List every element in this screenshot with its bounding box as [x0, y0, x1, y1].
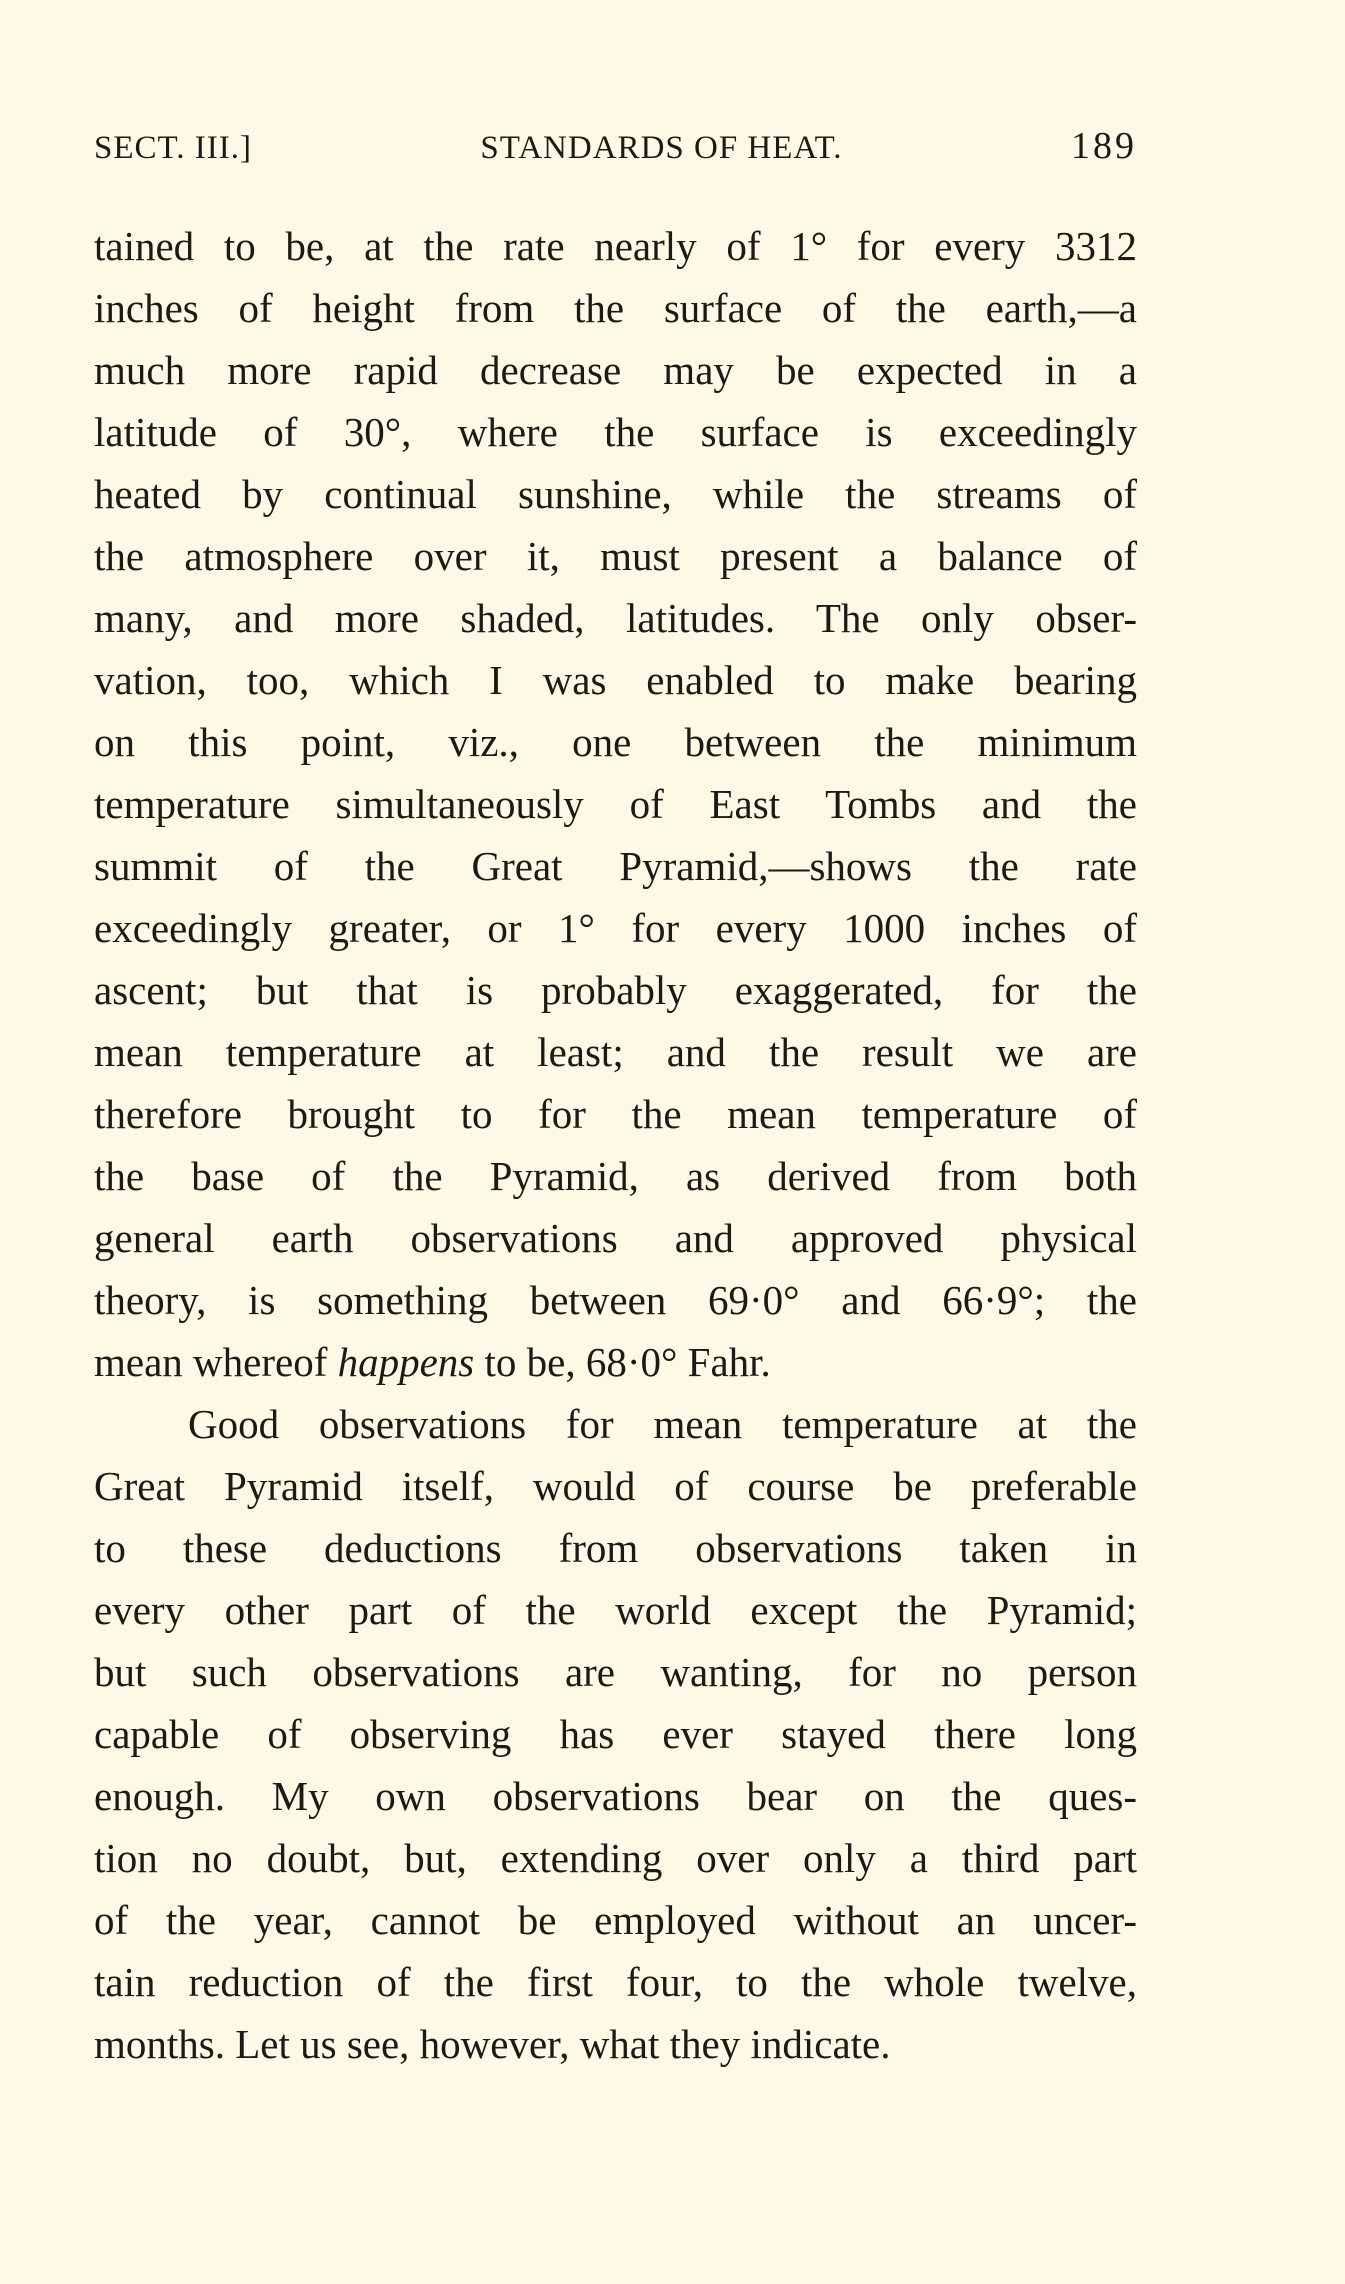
text-line: summit of the Great Pyramid,—shows the rate [94, 843, 1137, 889]
text-line: capable of observing has ever stayed there long [94, 1711, 1137, 1757]
body-text [94, 215, 1137, 2075]
text-line: but such observations are wanting, for no person [94, 1649, 1137, 1695]
text-line: of the year, cannot be employed without an uncer- [94, 1897, 1137, 1943]
text-line: tained to be, at the rate nearly of 1° for every 3312 [94, 223, 1137, 269]
text-line: mean temperature at least; and the result we are [94, 1029, 1137, 1075]
text-line: latitude of 30°, where the surface is exceedingly [94, 409, 1137, 455]
text-line: heated by continual sunshine, while the streams of [94, 471, 1137, 517]
text-line: tain reduction of the first four, to the whole twelve, [94, 1959, 1137, 2005]
text-line: months. Let us see, however, what they indicate. [94, 2021, 891, 2067]
text-line: inches of height from the surface of the earth,—a [94, 285, 1137, 331]
text-line: exceedingly greater, or 1° for every 1000 inches of [94, 905, 1137, 951]
text-line: much more rapid decrease may be expected in a [94, 347, 1137, 393]
paragraph-2 [94, 1393, 1137, 2075]
text-line: theory, is something between 69·0° and 66·9°; the [94, 1277, 1137, 1323]
text-line: general earth observations and approved physical [94, 1215, 1137, 1261]
page-number: 189 [1070, 125, 1137, 167]
text-line: vation, too, which I was enabled to make bearing [94, 657, 1137, 703]
text-line: Great Pyramid itself, would of course be preferable [94, 1463, 1137, 1509]
text-line: ascent; but that is probably exaggerated, for the [94, 967, 1137, 1013]
text-line: the base of the Pyramid, as derived from both [94, 1153, 1137, 1199]
text-line: enough. My own observations bear on the ques- [94, 1773, 1137, 1819]
text-line: to these deductions from observations taken in [94, 1525, 1137, 1571]
text-line: on this point, viz., one between the minimum [94, 719, 1137, 765]
paragraph-1 [94, 215, 1137, 1393]
text-segment: mean whereof [94, 1339, 338, 1385]
italic-word: happens [337, 1339, 475, 1385]
text-line: therefore brought to for the mean temperature of [94, 1091, 1137, 1137]
running-header [94, 124, 1137, 172]
running-title: STANDARDS OF HEAT. [480, 130, 843, 166]
section-label: SECT. III.] [94, 130, 252, 166]
text-line: tion no doubt, but, extending over only a third part [94, 1835, 1137, 1881]
text-line: the atmosphere over it, must present a balance of [94, 533, 1137, 579]
text-line: Good observations for mean temperature at the [188, 1401, 1137, 1447]
text-line: every other part of the world except the Pyramid; [94, 1587, 1137, 1633]
text-line [94, 1331, 1137, 1393]
text-line: many, and more shaded, latitudes. The only obser- [94, 595, 1137, 641]
text-segment: to be, 68·0° Fahr. [474, 1339, 771, 1385]
text-line: temperature simultaneously of East Tombs and the [94, 781, 1137, 827]
